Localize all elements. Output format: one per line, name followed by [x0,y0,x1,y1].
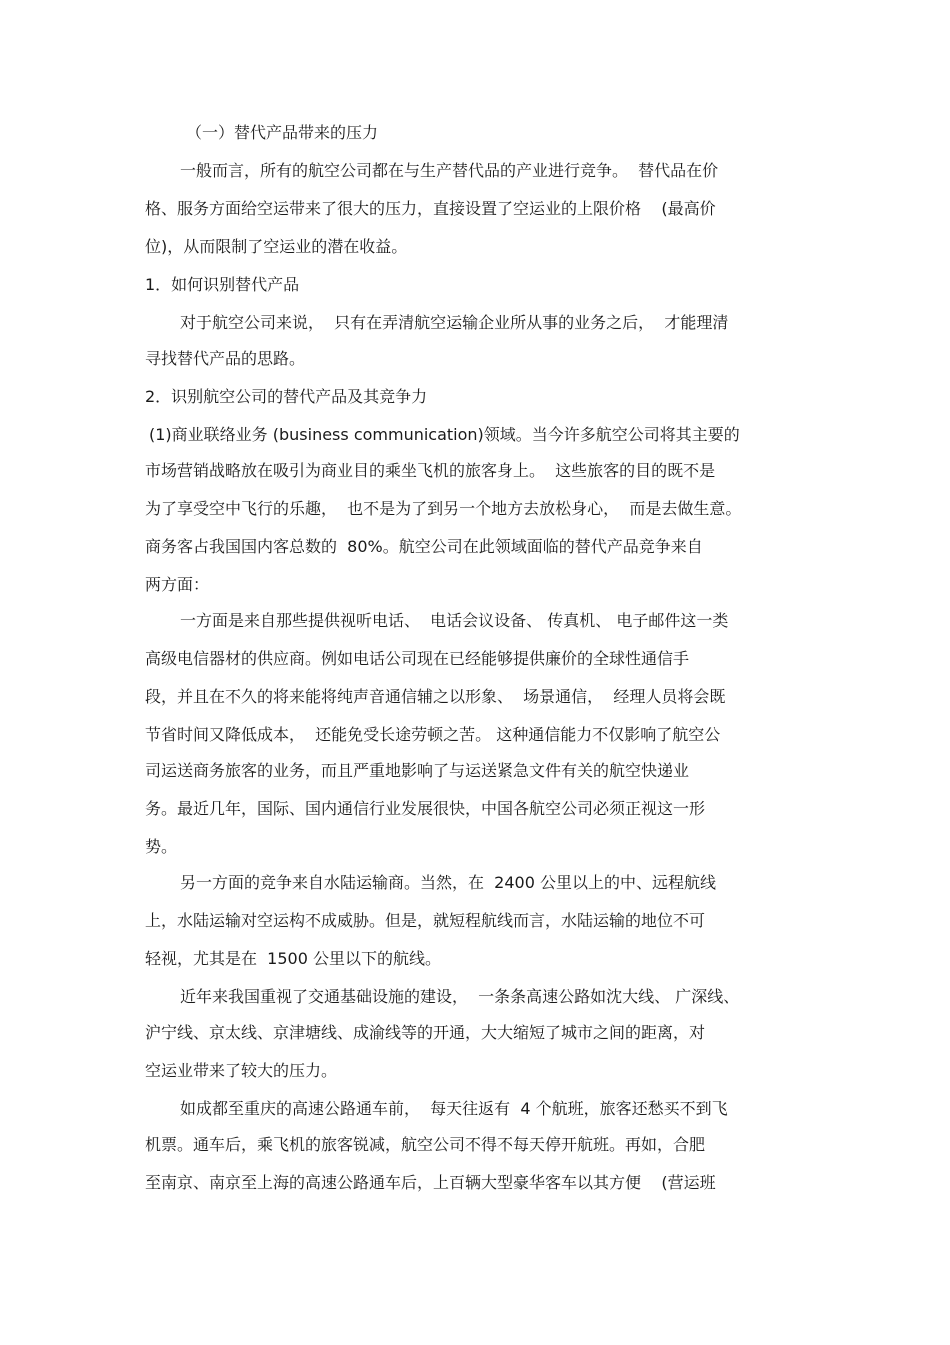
paragraph-line: 对于航空公司来说， 只有在弄清航空运输企业所从事的业务之后， 才能理清 [180,313,729,332]
paragraph-line: 机票。通车后，乘飞机的旅客锐减，航空公司不得不每天停开航班。再如，合肥 [145,1135,706,1154]
paragraph-line: 近年来我国重视了交通基础设施的建设， 一条条高速公路如沈大线、 广深线、 [180,987,740,1006]
paragraph-line: 轻视，尤其是在 1500 公里以下的航线。 [145,949,441,968]
section-heading: （一）替代产品带来的压力 [186,123,379,142]
paragraph-line: 沪宁线、京太线、京津塘线、成渝线等的开通，大大缩短了城市之间的距离，对 [145,1023,706,1042]
paragraph-line: 另一方面的竞争来自水陆运输商。当然，在 2400 公里以上的中、远程航线 [180,873,716,892]
paragraph-line: 如成都至重庆的高速公路通车前， 每天往返有 4 个航班，旅客还愁买不到飞 [180,1099,728,1118]
paragraph-line: 一方面是来自那些提供视听电话、 电话会议设备、 传真机、 电子邮件这一类 [180,611,729,630]
paragraph-line: 上，水陆运输对空运构不成威胁。但是，就短程航线而言，水陆运输的地位不可 [145,911,706,930]
paragraph-line: 空运业带来了较大的压力。 [145,1061,338,1080]
paragraph-line: 高级电信器材的供应商。例如电话公司现在已经能够提供廉价的全球性通信手 [145,649,690,668]
paragraph-line: 位)，从而限制了空运业的潜在收益。 [145,237,408,256]
paragraph-line: 寻找替代产品的思路。 [145,349,306,368]
paragraph-line: 节省时间又降低成本， 还能免受长途劳顿之苦。 这种通信能力不仅影响了航空公 [145,725,721,744]
subheading: 1．如何识别替代产品 [145,275,300,294]
subheading: 2．识别航空公司的替代产品及其竞争力 [145,387,428,406]
paragraph-line: 两方面： [145,575,210,594]
paragraph-line: 务。最近几年，国际、国内通信行业发展很快，中国各航空公司必须正视这一形 [145,799,706,818]
paragraph-line: 段，并且在不久的将来能将纯声音通信辅之以形象、 场景通信， 经理人员将会既 [145,687,726,706]
paragraph-line: (1)商业联络业务 (business communication)领域。当今许多航空公司将其主要的 [149,425,740,444]
paragraph-line: 市场营销战略放在吸引为商业目的乘坐飞机的旅客身上。 这些旅客的目的既不是 [145,461,716,480]
paragraph-line: 为了享受空中飞行的乐趣， 也不是为了到另一个地方去放松身心， 而是去做生意。 [145,499,742,518]
paragraph-line: 司运送商务旅客的业务，而且严重地影响了与运送紧急文件有关的航空快递业 [145,761,690,780]
paragraph-line: 至南京、南京至上海的高速公路通车后，上百辆大型豪华客车以其方便 (营运班 [145,1173,716,1192]
paragraph-line: 商务客占我国国内客总数的 80%。航空公司在此领域面临的替代产品竞争来自 [145,537,703,556]
paragraph-line: 一般而言，所有的航空公司都在与生产替代品的产业进行竞争。 替代品在价 [180,161,719,180]
paragraph-line: 格、服务方面给空运带来了很大的压力，直接设置了空运业的上限价格 (最高价 [145,199,716,218]
paragraph-line: 势。 [145,837,178,856]
